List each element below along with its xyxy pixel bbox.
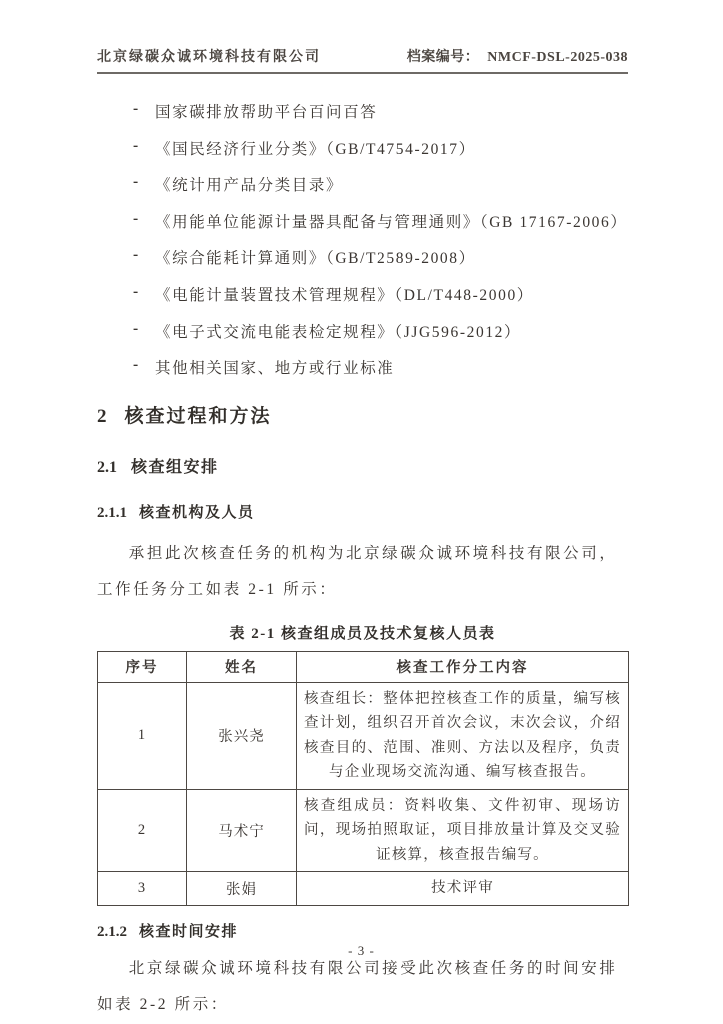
list-bullet: - (133, 319, 140, 337)
list-bullet: - (133, 136, 140, 154)
section-heading-2 (97, 401, 628, 428)
table-caption: 表 2-1 核查组成员及技术复核人员表 (229, 625, 496, 642)
column-header-duty: 核查工作分工内容 (297, 651, 629, 682)
section-title: 核查组安排 (131, 458, 219, 476)
column-header-name: 姓名 (187, 651, 297, 682)
section-number: 2.1 (97, 458, 117, 476)
section-heading-2-1-1 (97, 501, 628, 522)
page-number: - 3 - (348, 943, 375, 958)
list-item (133, 165, 628, 202)
section-title: 核查机构及人员 (139, 504, 255, 521)
cell-name: 张娟 (187, 872, 297, 906)
cell-no: 1 (98, 682, 187, 789)
paragraph-2-1-1 (97, 536, 628, 608)
cell-duty: 核查组长：整体把控核查工作的质量，编写核查计划，组织召开首次会议，末次会议，介绍核查目的、范围、准则、方法以及程序，负责与企业现场交流沟通、编写核查报告。 (297, 682, 629, 789)
list-bullet: - (133, 100, 140, 117)
list-item-text: 《用能单位能源计量器具配备与管理通则》（GB 17167-2006） (155, 213, 628, 231)
column-header-no: 序号 (98, 651, 187, 682)
header-archive-number (407, 46, 628, 66)
archive-value: NMCF-DSL-2025-038 (487, 50, 628, 65)
list-item (133, 202, 628, 239)
list-bullet: - (133, 246, 140, 264)
list-item-text: 《综合能耗计算通则》（GB/T2589-2008） (155, 250, 476, 268)
section-number: 2.1.1 (97, 504, 127, 521)
list-item (133, 348, 628, 385)
list-item (133, 129, 628, 166)
section-title: 核查过程和方法 (124, 405, 272, 427)
paragraph-line: 北京绿碳众诚环境科技有限公司接受此次核查任务的时间安排 (128, 959, 618, 977)
section-heading-2-1-2 (97, 920, 628, 941)
table-header-row (98, 651, 629, 682)
section-number: 2.1.2 (97, 923, 127, 940)
page-header (97, 46, 628, 74)
cell-duty: 技术评审 (297, 872, 629, 906)
list-bullet: - (133, 356, 140, 374)
cell-name: 马术宁 (187, 789, 297, 872)
list-item-text: 《电子式交流电能表检定规程》（JJG596-2012） (155, 323, 522, 341)
header-company-name: 北京绿碳众诚环境科技有限公司 (97, 50, 321, 65)
list-item (133, 312, 628, 349)
list-item-text: 《国民经济行业分类》（GB/T4754-2017） (155, 140, 476, 158)
table-row (98, 682, 629, 789)
archive-label: 档案编号： (406, 50, 480, 65)
list-item (133, 92, 628, 129)
list-item-text: 《电能计量装置技术管理规程》（DL/T448-2000） (155, 286, 534, 304)
table-row (98, 872, 629, 906)
paragraph-line: 工作任务分工如表 2-1 所示： (97, 580, 338, 598)
list-bullet: - (133, 173, 140, 191)
paragraph-line: 如表 2-2 所示： (97, 995, 229, 1013)
list-item-text: 国家碳排放帮助平台百问百答 (155, 104, 378, 121)
cell-duty: 核查组成员：资料收集、文件初审、现场访问，现场拍照取证，项目排放量计算及交叉验证核算，核查报告编写。 (297, 789, 629, 872)
cell-name: 张兴尧 (187, 682, 297, 789)
list-item (133, 275, 628, 312)
list-item (133, 238, 628, 275)
table-row (98, 789, 629, 872)
list-bullet: - (133, 282, 140, 300)
paragraph-line: 承担此次核查任务的机构为北京绿碳众诚环境科技有限公司， (128, 544, 618, 562)
reference-standard-list (133, 92, 628, 385)
cell-no: 3 (98, 872, 187, 906)
paragraph-2-1-2 (97, 951, 628, 1023)
section-title: 核查时间安排 (139, 923, 239, 940)
list-item-text: 《统计用产品分类目录》 (155, 177, 344, 195)
section-heading-2-1 (97, 454, 628, 477)
section-number: 2 (97, 405, 107, 427)
list-bullet: - (133, 209, 140, 227)
cell-no: 2 (98, 789, 187, 872)
verification-team-table (97, 651, 629, 906)
list-item-text: 其他相关国家、地方或行业标准 (155, 360, 395, 378)
